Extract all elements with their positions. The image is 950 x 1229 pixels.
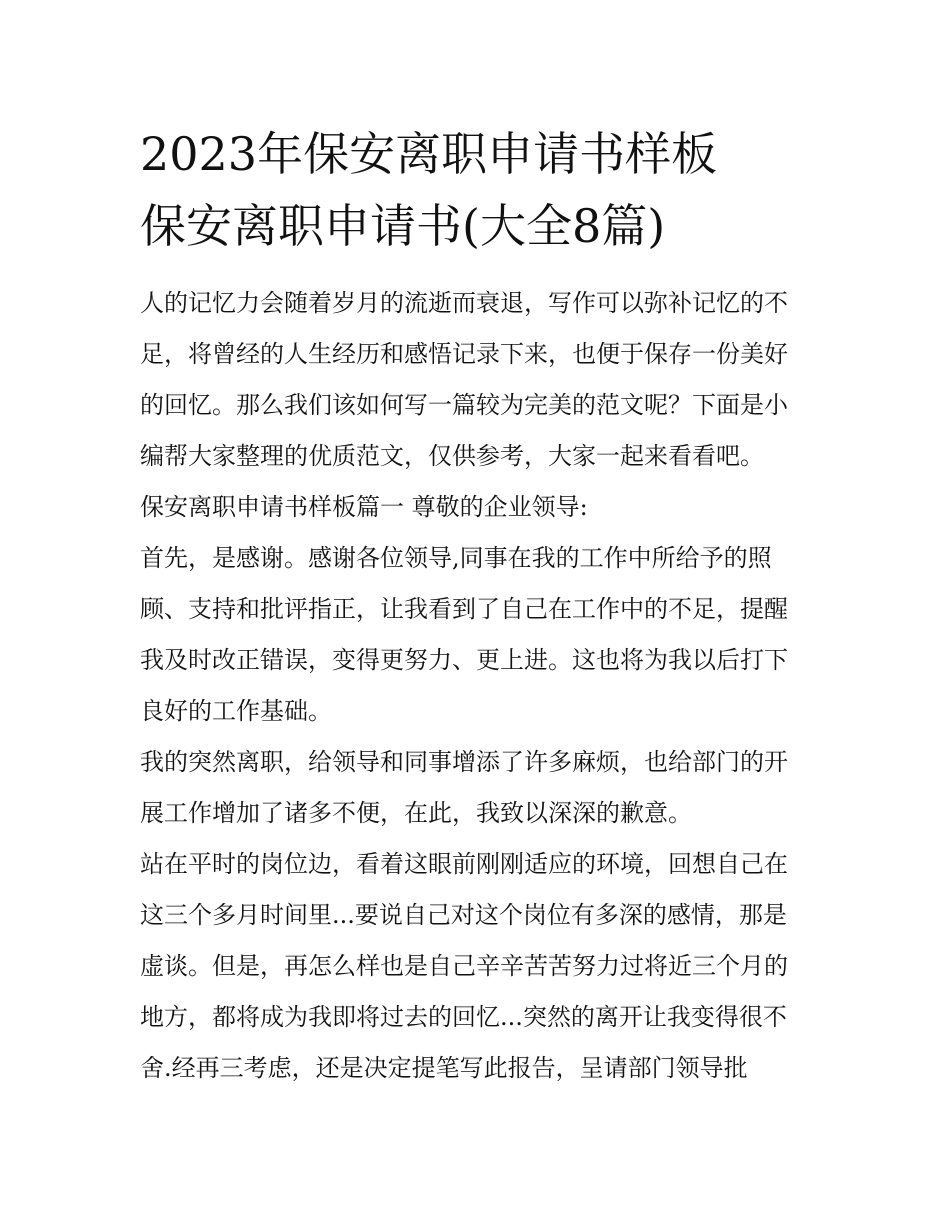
text-line: 这三个多月时间里...要说自己对这个岗位有多深的感情，那是 — [140, 901, 787, 929]
text-line: 人的记忆力会随着岁月的流逝而衰退，写作可以弥补记忆的不 — [140, 289, 788, 317]
thanks-paragraph — [140, 533, 830, 737]
text-line: 舍.经再三考虑，还是决定提笔写此报告，呈请部门领导批 — [140, 1054, 748, 1082]
text-line: 展工作增加了诸多不便，在此，我致以深深的歉意。 — [140, 799, 692, 827]
apology-paragraph — [140, 737, 830, 839]
text-line: 地方，都将成为我即将过去的回忆...突然的离开让我变得很不 — [140, 1003, 787, 1031]
text-line: 顾、支持和批评指正，让我看到了自己在工作中的不足，提醒 — [140, 595, 788, 623]
document-body — [140, 278, 830, 1094]
section-heading — [140, 482, 830, 533]
title-line-1: 2023年保安离职申请书样板 — [140, 127, 718, 181]
text-line: 保安离职申请书样板篇一 尊敬的企业领导: — [140, 493, 588, 521]
text-line: 首先，是感谢。感谢各位领导,同事在我的工作中所给予的照 — [140, 544, 772, 572]
text-line: 站在平时的岗位边，看着这眼前刚刚适应的环境，回想自己在 — [140, 850, 788, 878]
text-line: 足，将曾经的人生经历和感悟记录下来，也便于保存一份美好 — [140, 340, 788, 368]
intro-paragraph — [140, 278, 830, 482]
text-line: 虚谈。但是，再怎么样也是自己辛辛苦苦努力过将近三个月的 — [140, 952, 788, 980]
text-line: 编帮大家整理的优质范文，仅供参考，大家一起来看看吧。 — [140, 442, 764, 470]
reflection-paragraph — [140, 839, 830, 1094]
text-line: 良好的工作基础。 — [140, 697, 332, 725]
text-line: 的回忆。那么我们该如何写一篇较为完美的范文呢？下面是小 — [140, 391, 788, 419]
document-title — [140, 118, 840, 262]
text-line: 我及时改正错误，变得更努力、更上进。这也将为我以后打下 — [140, 646, 788, 674]
title-line-2: 保安离职申请书(大全8篇) — [140, 199, 666, 253]
text-line: 我的突然离职，给领导和同事增添了许多麻烦，也给部门的开 — [140, 748, 788, 776]
